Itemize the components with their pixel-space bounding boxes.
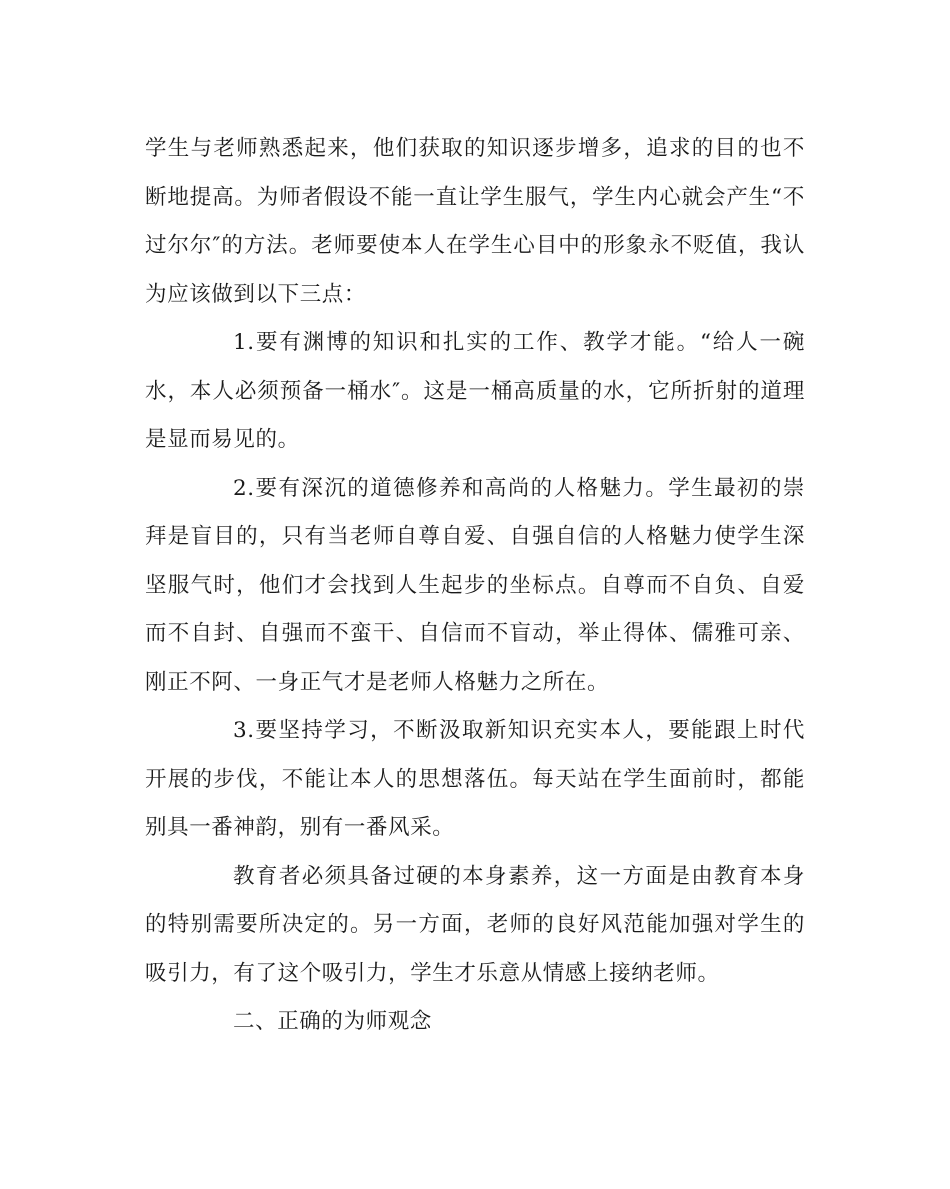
document-body — [145, 125, 805, 1047]
paragraph-summary: 教育者必须具备过硬的本身素养，这一方面是由教育本身的特别需要所决定的。另一方面，老师的良好风范能加强对学生的吸引力，有了这个吸引力，学生才乐意从情感上接纳老师。 — [145, 863, 805, 986]
paragraph-point-1: 1.要有渊博的知识和扎实的工作、教学才能。“给人一碗水，本人必须预备一桶水″。这是一桶高质量的水，它所折射的道理是显而易见的。 — [145, 330, 805, 452]
section-heading: 二、正确的为师观念 — [233, 1009, 432, 1034]
paragraph-point-3: 3.要坚持学习，不断汲取新知识充实本人，要能跟上时代开展的步伐，不能让本人的思想落伍。每天站在学生面前时，都能别具一番神韵，别有一番风采。 — [145, 718, 805, 840]
paragraph-intro: 学生与老师熟悉起来，他们获取的知识逐步增多，追求的目的也不断地提高。为师者假设不能一直让学生服气，学生内心就会产生“不过尔尔″的方法。老师要使本人在学生心目中的形象永不贬值，我认为应该做到以下三点： — [145, 136, 805, 307]
paragraph-point-2: 2.要有深沉的道德修养和高尚的人格魅力。学生最初的崇拜是盲目的，只有当老师自尊自爱、自强自信的人格魅力使学生深坚服气时，他们才会找到人生起步的坐标点。自尊而不自负、自爱而不自封、自强而不蛮干、自信而不盲动，举止得体、儒雅可亲、刚正不阿、一身正气才是老师人格魅力之所在。 — [145, 475, 805, 695]
